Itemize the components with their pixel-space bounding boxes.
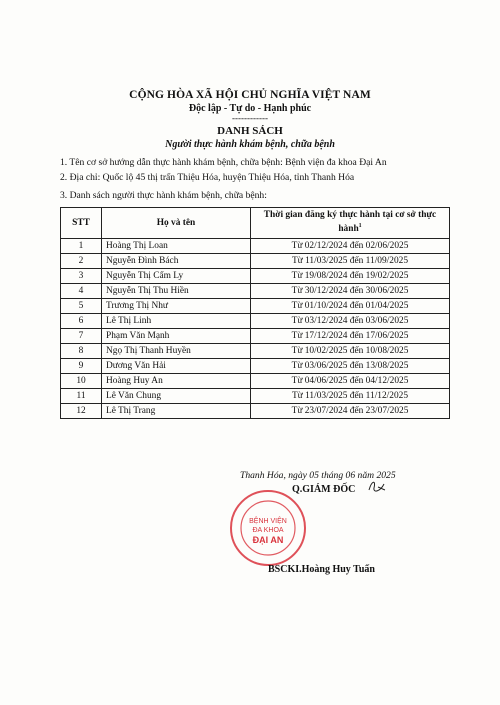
cell-name: Lê Thị Linh	[102, 314, 251, 329]
header-time	[251, 208, 450, 239]
header-stt: STT	[61, 208, 102, 239]
footnote-marker: 1	[358, 223, 362, 230]
cell-stt: 5	[61, 299, 102, 314]
cell-name: Trương Thị Như	[102, 299, 251, 314]
document-subtitle: Người thực hành khám bệnh, chữa bệnh	[165, 139, 335, 150]
cell-name: Nguyễn Thị Thu Hiền	[102, 284, 251, 299]
cell-stt: 12	[61, 404, 102, 419]
info-address: 2. Địa chỉ: Quốc lộ 45 thị trấn Thiệu Hóa, huyện Thiệu Hóa, tỉnh Thanh Hóa	[60, 172, 355, 183]
cell-time: Từ 11/03/2025 đến 11/12/2025	[251, 389, 450, 404]
divider-dashes: ------------	[232, 113, 268, 123]
signature-date: Thanh Hóa, ngày 05 tháng 06 năm 2025	[240, 470, 396, 481]
table-row	[61, 269, 450, 284]
cell-name: Lê Thị Trang	[102, 404, 251, 419]
cell-time: Từ 17/12/2024 đến 17/06/2025	[251, 329, 450, 344]
cell-stt: 8	[61, 344, 102, 359]
table-row	[61, 404, 450, 419]
table-row	[61, 239, 450, 254]
table-row	[61, 359, 450, 374]
cell-time: Từ 10/02/2025 đến 10/08/2025	[251, 344, 450, 359]
cell-stt: 1	[61, 239, 102, 254]
table-row	[61, 299, 450, 314]
cell-time: Từ 03/12/2024 đến 03/06/2025	[251, 314, 450, 329]
cell-stt: 11	[61, 389, 102, 404]
cell-time: Từ 03/06/2025 đến 13/08/2025	[251, 359, 450, 374]
signer-name: BSCKI.Hoàng Huy Tuấn	[268, 564, 375, 575]
cell-name: Phạm Văn Mạnh	[102, 329, 251, 344]
cell-stt: 3	[61, 269, 102, 284]
table-row	[61, 284, 450, 299]
cell-stt: 9	[61, 359, 102, 374]
signature-title: Q.GIÁM ĐỐC	[292, 484, 356, 495]
table-row	[61, 254, 450, 269]
stamp-line3: ĐẠI AN	[252, 535, 284, 545]
table-row	[61, 314, 450, 329]
cell-name: Hoàng Huy An	[102, 374, 251, 389]
motto-text: Độc lập - Tự do - Hạnh phúc	[188, 103, 312, 114]
document-title: DANH SÁCH	[217, 125, 283, 137]
table-row	[61, 344, 450, 359]
practitioner-table	[60, 207, 450, 419]
cell-name: Nguyễn Thị Cẩm Ly	[102, 269, 251, 284]
cell-name: Hoàng Thị Loan	[102, 239, 251, 254]
table-row	[61, 329, 450, 344]
cell-name: Dương Văn Hải	[102, 359, 251, 374]
cell-time: Từ 11/03/2025 đến 11/09/2025	[251, 254, 450, 269]
cell-time: Từ 30/12/2024 đến 30/06/2025	[251, 284, 450, 299]
cell-stt: 10	[61, 374, 102, 389]
stamp-line2: ĐA KHOA	[252, 527, 284, 534]
cell-time: Từ 19/08/2024 đến 19/02/2025	[251, 269, 450, 284]
cell-name: Lê Văn Chung	[102, 389, 251, 404]
cell-time: Từ 23/07/2024 đến 23/07/2025	[251, 404, 450, 419]
cell-stt: 4	[61, 284, 102, 299]
cell-time: Từ 04/06/2025 đến 04/12/2025	[251, 374, 450, 389]
info-facility: 1. Tên cơ sở hướng dẫn thực hành khám bệnh, chữa bệnh: Bệnh viện đa khoa Đại An	[60, 157, 387, 168]
header-name: Họ và tên	[102, 208, 251, 239]
table-row	[61, 389, 450, 404]
cell-stt: 6	[61, 314, 102, 329]
cell-name: Nguyễn Đình Bách	[102, 254, 251, 269]
cell-stt: 2	[61, 254, 102, 269]
cell-stt: 7	[61, 329, 102, 344]
country-heading: CỘNG HÒA XÃ HỘI CHỦ NGHĨA VIỆT NAM	[129, 89, 371, 101]
table-row	[61, 374, 450, 389]
hospital-stamp	[228, 488, 308, 568]
header-time-text: Thời gian đăng ký thực hành tại cơ sở thực hành	[263, 210, 437, 235]
info-list-caption: 3. Danh sách người thực hành khám bệnh, chữa bệnh:	[60, 190, 267, 201]
table-header-row	[61, 208, 450, 239]
stamp-line1: BỆNH VIỆN	[249, 518, 287, 525]
cell-name: Ngọ Thị Thanh Huyền	[102, 344, 251, 359]
cell-time: Từ 01/10/2024 đến 01/04/2025	[251, 299, 450, 314]
cell-time: Từ 02/12/2024 đến 02/06/2025	[251, 239, 450, 254]
initial-scribble	[366, 478, 388, 496]
